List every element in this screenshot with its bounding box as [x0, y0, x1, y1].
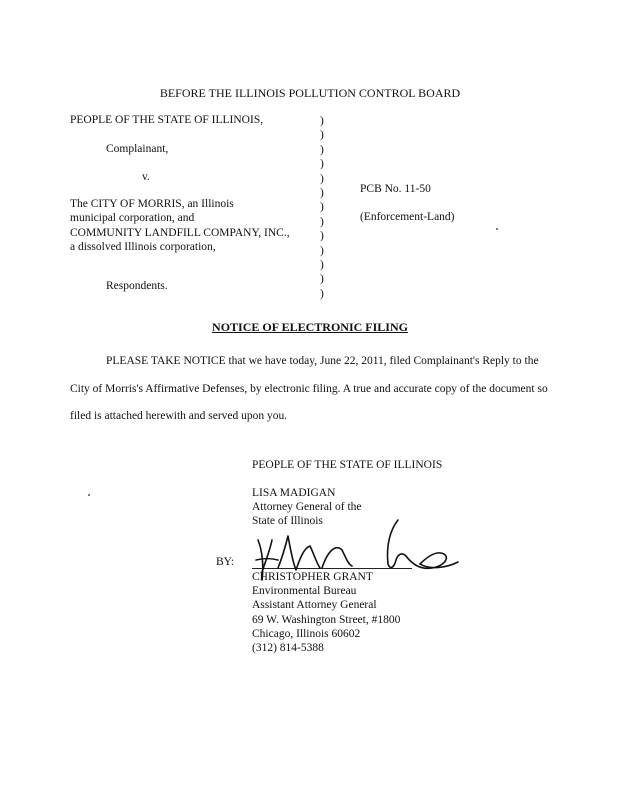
attorney-street: 69 W. Washington Street, #1800 — [252, 613, 401, 626]
board-heading: BEFORE THE ILLINOIS POLLUTION CONTROL BOARD — [159, 86, 461, 100]
attorney-city: Chicago, Illinois 60602 — [252, 627, 361, 640]
respondent-block — [70, 197, 290, 255]
notice-title: NOTICE OF ELECTRONIC FILING — [212, 320, 408, 334]
case-number: PCB No. 11-50 — [360, 183, 431, 195]
scan-speck — [496, 228, 498, 230]
signature-party: PEOPLE OF THE STATE OF ILLINOIS — [252, 459, 443, 471]
caption-paren: ) — [320, 215, 324, 228]
caption-paren: ) — [320, 259, 324, 272]
caption-paren: ) — [320, 158, 324, 171]
attorney-block — [252, 570, 400, 655]
caption-paren: ) — [320, 129, 324, 142]
attorney-bureau: Environmental Bureau — [252, 585, 357, 598]
scan-speck — [88, 494, 90, 496]
attorney-name: CHRISTOPHER GRANT — [252, 571, 373, 583]
ag-line: Attorney General of the — [252, 501, 362, 514]
respondent-line: a dissolved Illinois corporation, — [70, 241, 216, 254]
caption-paren: ) — [320, 172, 324, 185]
caption-paren: ) — [320, 273, 324, 286]
caption-paren: ) — [320, 187, 324, 200]
caption-paren: ) — [320, 143, 324, 156]
ag-line: State of Illinois — [252, 515, 323, 528]
respondent-line: municipal corporation, and — [70, 212, 195, 225]
by-label: BY: — [216, 556, 235, 568]
caption-paren: ) — [320, 287, 324, 300]
complainant-role: Complainant, — [106, 143, 169, 155]
caption-paren: ) — [320, 201, 324, 214]
case-type: (Enforcement-Land) — [360, 211, 455, 223]
versus-label: v. — [142, 171, 150, 183]
respondent-line: The CITY OF MORRIS, an Illinois — [70, 198, 234, 210]
caption-paren: ) — [320, 244, 324, 257]
respondent-role: Respondents. — [106, 280, 168, 292]
attorney-title: Assistant Attorney General — [252, 599, 377, 612]
caption-paren: ) — [320, 230, 324, 243]
attorney-phone: (312) 814-5388 — [252, 642, 324, 655]
caption-parentheses — [320, 114, 324, 301]
ag-line: LISA MADIGAN — [252, 487, 336, 499]
notice-body: PLEASE TAKE NOTICE that we have today, June 22, 2011, filed Complainant's Reply to the City of Morris's Affirmative Defenses, by electronic filing. A true and accurate copy of the document so filed is attached herewith and served upon you. — [70, 355, 548, 422]
respondent-line: COMMUNITY LANDFILL COMPANY, INC., — [70, 226, 290, 239]
caption-paren: ) — [320, 115, 324, 127]
complainant-party: PEOPLE OF THE STATE OF ILLINOIS, — [70, 114, 264, 126]
